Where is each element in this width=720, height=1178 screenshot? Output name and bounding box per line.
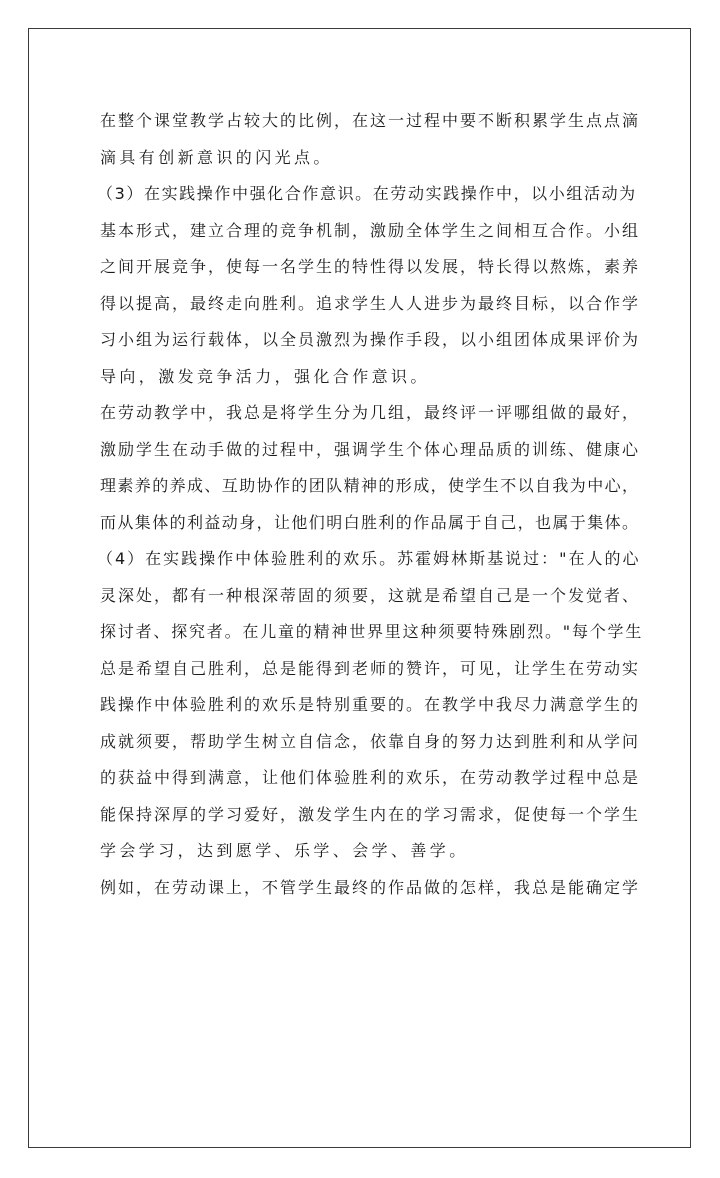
text-line: 滴具有创新意识的闪光点。 (100, 147, 333, 167)
text-line: 习小组为运行载体，以全员激烈为操作手段，以小组团体成果评价为 (100, 330, 641, 349)
text-line: 探讨者、探究者。在儿童的精神世界里这种须要特殊剧烈。"每个学生 (100, 622, 644, 641)
text-line: 践操作中体验胜利的欢乐是特别重要的。在教学中我尽力满意学生的 (100, 695, 641, 714)
text-line: （3）在实践操作中强化合作意识。在劳动实践操作中，以小组活动为 (97, 184, 637, 203)
text-line: 而从集体的利益动身，让他们明白胜利的作品属于自己，也属于集体。 (100, 512, 640, 532)
text-line: 导向，激发竞争活力，强化合作意识。 (100, 366, 430, 386)
text-line: 能保持深厚的学习爱好，激发学生内在的学习需求，促使每一个学生 (100, 804, 641, 824)
text-line: （4）在实践操作中体验胜利的欢乐。苏霍姆林斯基说过："在人的心 (97, 549, 641, 568)
document-body (97, 103, 644, 906)
text-line: 之间开展竞争，使每一名学生的特性得以发展，特长得以熬炼，素养 (100, 257, 641, 276)
text-line: 在整个课堂教学占较大的比例，在这一过程中要不断积累学生点点滴 (100, 111, 641, 130)
text-line: 的获益中得到满意，让他们体验胜利的欢乐，在劳动教学过程中总是 (100, 768, 641, 787)
text-line: 成就须要，帮助学生树立自信念，依靠自身的努力达到胜利和从学问 (100, 731, 641, 751)
text-line: 在劳动教学中，我总是将学生分为几组，最终评一评哪组做的最好， (100, 403, 641, 422)
text-line: 理素养的养成、互助协作的团队精神的形成，使学生不以自我为中心， (100, 476, 640, 495)
text-line: 激励学生在动手做的过程中，强调学生个体心理品质的训练、健康心 (100, 439, 641, 459)
text-line: 总是希望自己胜利，总是能得到老师的赞许，可见，让学生在劳动实 (100, 658, 641, 678)
text-line: 得以提高，最终走向胜利。追求学生人人进步为最终目标，以合作学 (100, 293, 641, 313)
text-line: 例如，在劳动课上，不管学生最终的作品做的怎样，我总是能确定学 (100, 877, 641, 897)
text-line: 学会学习，达到愿学、乐学、会学、善学。 (100, 841, 469, 860)
text-line: 灵深处，都有一种根深蒂固的须要，这就是希望自己是一个发觉者、 (100, 585, 641, 605)
text-line: 基本形式，建立合理的竞争机制，激励全体学生之间相互合作。小组 (100, 220, 641, 240)
